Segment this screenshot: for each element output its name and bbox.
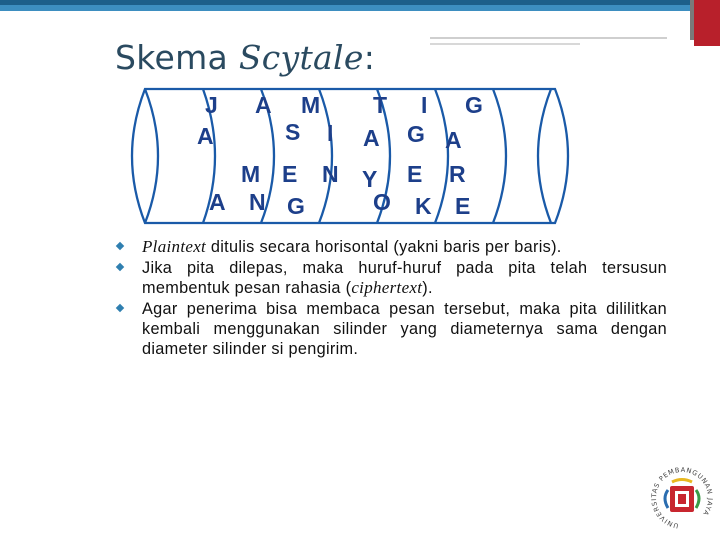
bullet-list	[117, 237, 667, 359]
header-accent-red	[694, 0, 720, 46]
cipher-letter: J	[205, 92, 218, 118]
bullet-text: Jika pita dilepas, maka huruf-huruf pada pita telah tersusun membentuk pesan rahasia (	[142, 259, 667, 297]
bullet-text: ditulis secara horisontal (yakni baris per baris).	[206, 238, 562, 256]
wrap-line-7	[538, 89, 551, 223]
bullet-item	[117, 237, 667, 257]
cipher-letter: G	[287, 193, 305, 219]
cipher-letter: N	[322, 161, 339, 187]
bullet-marker	[116, 242, 124, 250]
scytale-cylinder-diagram	[115, 86, 585, 226]
slide-title	[115, 38, 375, 77]
cipher-letter: M	[241, 161, 261, 187]
decorative-line	[430, 37, 667, 39]
cipher-letter: E	[455, 193, 471, 219]
cipher-letter: O	[373, 189, 391, 215]
cipher-letter: A	[363, 125, 380, 151]
wrap-line-3	[319, 89, 332, 223]
cipher-letter: G	[465, 92, 483, 118]
logo-ring-text: UNIVERSITAS PEMBANGUNAN JAYA	[649, 465, 715, 530]
bullet-item	[117, 258, 667, 298]
cylinder-body	[132, 89, 568, 223]
bullet-italic-text: ciphertext	[351, 278, 423, 297]
bullet-item	[117, 299, 667, 359]
title-text: Skema	[115, 38, 239, 77]
bullet-text: Agar penerima bisa membaca pesan tersebut, maka pita dililitkan kembali menggunakan silinder yang diameternya sama dengan diameter silinder si pengirim.	[142, 300, 667, 358]
bullet-italic-text: Plaintext	[142, 237, 207, 256]
cipher-letter: N	[249, 189, 266, 215]
cipher-letter: T	[373, 92, 388, 118]
cipher-letters	[197, 92, 483, 219]
cylinder-left-rim	[145, 89, 158, 223]
cylinder-outline	[132, 89, 568, 223]
cipher-letter: E	[282, 161, 298, 187]
logo-emblem	[665, 480, 699, 513]
cipher-letter: A	[445, 127, 462, 153]
university-logo	[648, 460, 716, 538]
cipher-letter: A	[209, 189, 226, 215]
header-band	[0, 5, 720, 11]
cipher-letter: K	[415, 193, 432, 219]
cipher-letter: I	[327, 120, 334, 146]
cipher-letter: A	[255, 92, 272, 118]
cipher-letter: M	[301, 92, 321, 118]
cipher-letter: S	[285, 119, 301, 145]
cipher-letter: E	[407, 161, 423, 187]
cipher-letter: G	[407, 121, 425, 147]
decorative-line	[430, 43, 580, 45]
title-italic-text: Scytale	[238, 38, 364, 77]
cipher-letter: A	[197, 123, 214, 149]
cipher-letter: Y	[362, 166, 378, 192]
wrap-line-5	[435, 89, 448, 223]
wrap-line-6	[493, 89, 506, 223]
cipher-letter: R	[449, 161, 466, 187]
bullet-marker	[116, 263, 124, 271]
title-colon: :	[363, 38, 376, 77]
bullet-marker	[116, 304, 124, 312]
bullet-text-tail: ).	[422, 279, 433, 297]
cipher-letter: I	[421, 92, 428, 118]
